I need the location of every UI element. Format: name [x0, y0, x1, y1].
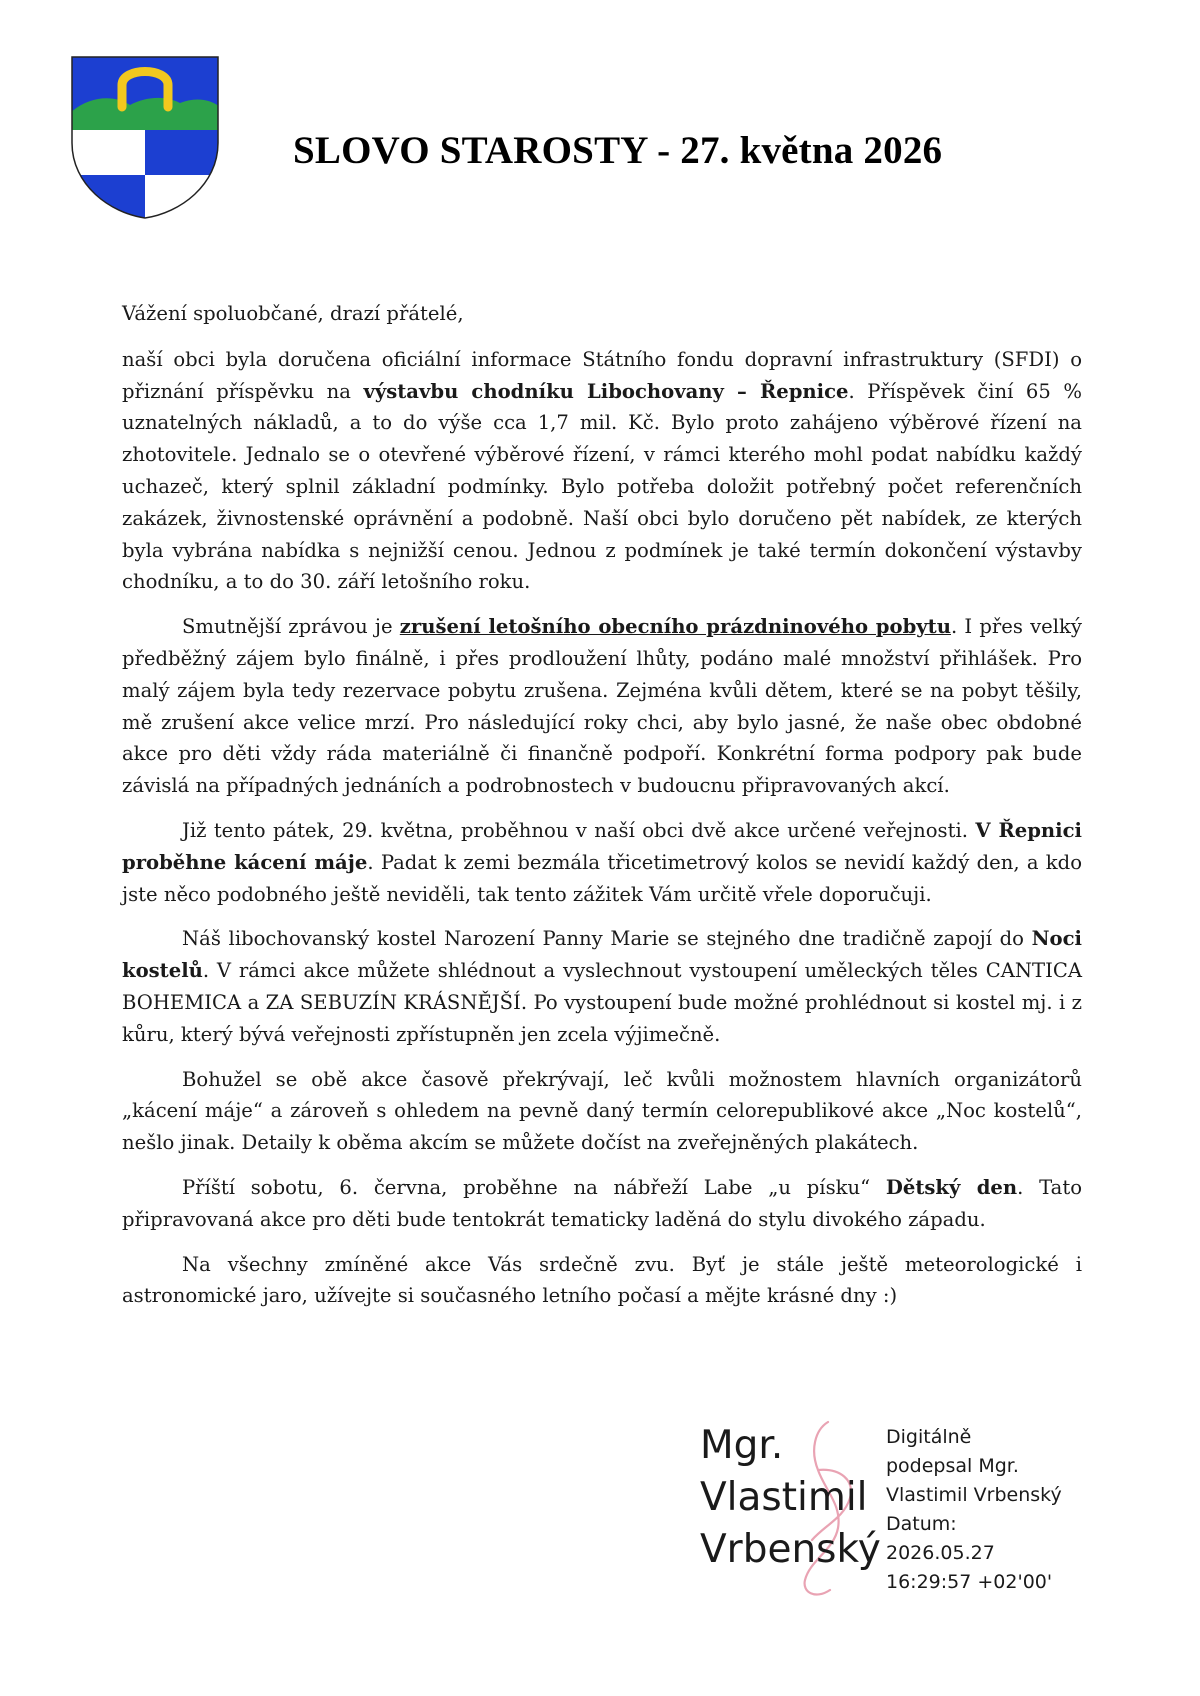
- text-run: Příští sobotu, 6. června, proběhne na nábřeží Labe „u písku“: [182, 1175, 886, 1199]
- text-run: . I přes velký předběžný zájem bylo finálně, i přes prodloužení lhůty, podáno malé množství přihlášek. Pro malý zájem byla tedy rezervace pobytu zrušena. Zejména kvůli dětem, které se na pobyt těšily, mě zrušení akce velice mrzí. Pro následující roky chci, aby bylo jasné, že naše obec obdobné akce pro děti vždy ráda materiálně či finančně podpoří. Konkrétní forma podpory pak bude závislá na případných jednáních a podrobnostech v budoucnu připravovaných akcí.: [122, 615, 1082, 798]
- signature-name-line: Vlastimil: [700, 1475, 868, 1520]
- text-run: Náš libochovanský kostel Narození Panny Marie se stejného dne tradičně zapojí do: [182, 927, 1032, 951]
- bold-phrase: výstavbu chodníku Libochovany – Řepnice: [363, 379, 849, 403]
- text-run: . Tato připravovaná akce pro děti bude tentokrát tematicky laděná do stylu divokého západu.: [122, 1175, 1082, 1231]
- signature-info-line: Vlastimil Vrbenský: [886, 1484, 1062, 1506]
- page-title: SLOVO STAROSTY - 27. května 2026: [293, 129, 943, 172]
- bold-phrase: Dětský den: [885, 1175, 1018, 1199]
- text-run: Bohužel se obě akce časově překrývají, leč kvůli možnostem hlavních organizátorů „kácení máje“ a zároveň s ohledem na pevně daný termín celorepublikové akce „Noc kostelů“, nešlo jinak. Detaily k oběma akcím se můžete dočíst na zveřejněných plakátech.: [122, 1067, 1082, 1155]
- letter-paragraph: [122, 611, 1082, 802]
- text-run: Již tento pátek, 29. května, proběhnou v naší obci dvě akce určené veřejnosti.: [182, 818, 976, 842]
- signature-info-line: Datum:: [886, 1513, 957, 1535]
- bold-underlined-phrase: [400, 615, 951, 638]
- text-run: naší obci byla doručena oficiální informace Státního fondu dopravní infrastruktury (SFDI) o přiznání příspěvku na: [122, 347, 1082, 403]
- text-run: Na všechny zmíněné akce Vás srdečně zvu. Byť je stále ještě meteorologické i astronomické jaro, užívejte si současného letního počasí a mějte krásné dny :): [122, 1252, 1082, 1308]
- signature-info-line: podepsal Mgr.: [886, 1455, 1019, 1477]
- underlined-text: zrušení letošního obecního prázdninového pobytu: [399, 615, 951, 639]
- letter-paragraphs: [122, 344, 1082, 1312]
- letter-paragraph: [122, 344, 1082, 598]
- text-run: . V rámci akce můžete shlédnout a vyslechnout vystoupení uměleckých těles CANTICA BOHEMICA a ZA SEBUZÍN KRÁSNĚJŠÍ. Po vystoupení bude možné prohlédnout si kostel mj. i z kůru, který bývá veřejnosti zpřístupněn jen zcela výjimečně.: [122, 959, 1082, 1046]
- signature-name-line: Mgr.: [700, 1423, 784, 1468]
- letter-paragraph: [122, 1249, 1082, 1313]
- letter-body: [122, 298, 1082, 1325]
- letter-paragraph: [122, 1064, 1082, 1159]
- municipal-coat-of-arms-icon: [70, 55, 220, 220]
- letter-greeting: Vážení spoluobčané, drazí přátelé,: [122, 302, 464, 325]
- signature-info-line: Digitálně: [886, 1426, 972, 1448]
- letter-paragraph: [122, 815, 1082, 910]
- signature-name: [700, 1420, 890, 1576]
- digital-signature-info: [886, 1423, 1146, 1597]
- signature-name-line: Vrbenský: [700, 1527, 881, 1572]
- bold-phrase: Noci kostelů: [122, 927, 1082, 983]
- letter-paragraph: [122, 923, 1082, 1050]
- signature-info-date: 2026.05.27: [886, 1542, 995, 1564]
- text-run: Smutnější zprávou je: [182, 615, 400, 639]
- letter-paragraph: [122, 1172, 1082, 1236]
- signature-info-time: 16:29:57 +02'00': [886, 1571, 1053, 1593]
- text-run: . Padat k zemi bezmála třicetimetrový kolos se nevidí každý den, a kdo jste něco podobného ještě neviděli, tak tento zážitek Vám určitě vřele doporučuji.: [122, 850, 1083, 906]
- bold-phrase: V Řepnici proběhne kácení máje: [122, 818, 1082, 874]
- text-run: . Příspěvek činí 65 % uznatelných nákladů, a to do výše cca 1,7 mil. Kč. Bylo proto zahájeno výběrové řízení na zhotovitele. Jednalo se o otevřené výběrové řízení, v rámci kterého mohl podat nabídku každý uchazeč, který splnil základní podmínky. Bylo potřeba doložit potřebný počet referenčních zakázek, živnostenské oprávnění a podobně. Naší obci bylo doručeno pět nabídek, ze kterých byla vybrána nabídka s nejnižší cenou. Jednou z podmínek je také termín dokončení výstavby chodníku, a to do 30. září letošního roku.: [122, 379, 1082, 594]
